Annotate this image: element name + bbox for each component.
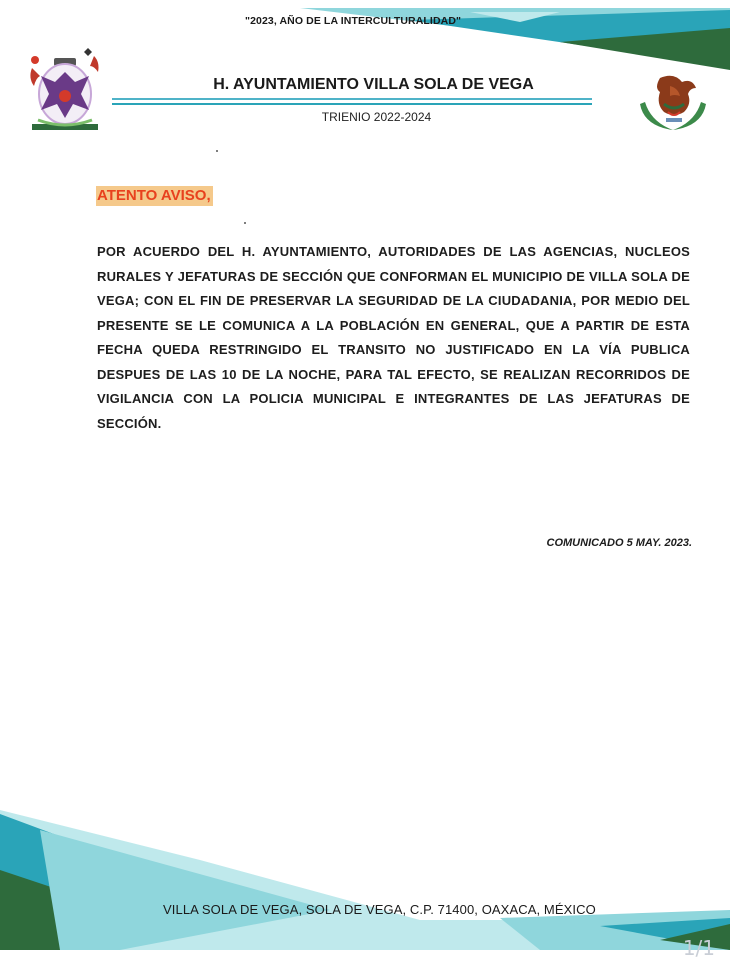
notice-date: COMUNICADO 5 MAY. 2023.	[546, 537, 692, 549]
term-period: TRIENIO 2022-2024	[321, 110, 432, 124]
title-rule-bottom	[112, 103, 592, 105]
title-rule-top	[112, 98, 592, 100]
year-slogan: "2023, AÑO DE LA INTERCULTURALIDAD"	[245, 15, 462, 27]
notice-heading: ATENTO AVISO,	[97, 187, 211, 204]
organization-title: H. AYUNTAMIENTO VILLA SOLA DE VEGA	[213, 76, 534, 93]
mexican-coat-of-arms-icon	[630, 64, 716, 134]
scan-speck	[216, 150, 218, 152]
page-number: 1/1	[682, 936, 715, 960]
footer-address: VILLA SOLA DE VEGA, SOLA DE VEGA, C.P. 71400, OAXACA, MÉXICO	[163, 902, 596, 917]
notice-body: POR ACUERDO DEL H. AYUNTAMIENTO, AUTORIDADES DE LAS AGENCIAS, NUCLEOS RURALES Y JEFATURAS DE SECCIÓN QUE CONFORMAN EL MUNICIPIO DE VILLA SOLA DE VEGA; CON EL FIN DE PRESERVAR LA SEGURIDAD DE LA CIUDADANIA, POR MEDIO DEL PRESENTE SE LE COMUNICA A LA POBLACIÓN EN GENERAL, QUE A PARTIR DE ESTA FECHA QUEDA RESTRINGIDO EL TRANSITO NO JUSTIFICADO EN LA VÍA PUBLICA DESPUES DE LAS 10 DE LA NOCHE, PARA TAL EFECTO, SE REALIZAN RECORRIDOS DE VIGILANCIA CON LA POLICIA MUNICIPAL E INTEGRANTES DE LAS JEFATURAS DE SECCIÓN.	[97, 244, 690, 431]
footer-decoration	[0, 800, 753, 960]
scan-speck	[244, 222, 246, 224]
